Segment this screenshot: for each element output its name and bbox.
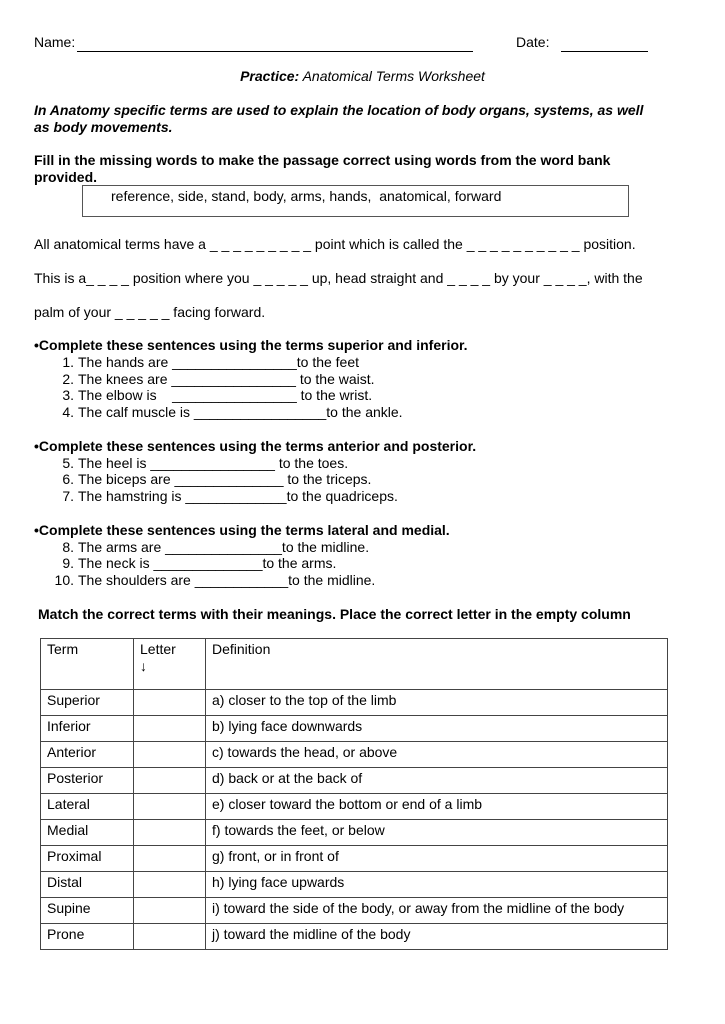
term-cell: Superior xyxy=(41,690,134,716)
letter-cell[interactable] xyxy=(134,872,206,898)
definition-cell: b) lying face downwards xyxy=(206,716,668,742)
list-item[interactable]: 10. The shoulders are ____________to the midline. xyxy=(54,572,376,588)
list-item[interactable]: 3. The elbow is ________________ to the wrist. xyxy=(62,387,373,403)
table-row xyxy=(41,820,668,846)
definition-cell: g) front, or in front of xyxy=(206,846,668,872)
word-bank-box xyxy=(82,185,629,217)
definition-cell: c) towards the head, or above xyxy=(206,742,668,768)
letter-header xyxy=(134,639,206,690)
letter-cell[interactable] xyxy=(134,742,206,768)
intro-line-2: as body movements. xyxy=(34,119,173,135)
letter-cell[interactable] xyxy=(134,768,206,794)
table-row xyxy=(41,768,668,794)
section-heading-lateral-medial: •Complete these sentences using the terms lateral and medial. xyxy=(34,522,450,538)
table-row xyxy=(41,924,668,950)
letter-cell[interactable] xyxy=(134,690,206,716)
definition-cell: i) toward the side of the body, or away from the midline of the body xyxy=(206,898,668,924)
list-item[interactable]: 5. The heel is ________________ to the toes. xyxy=(62,455,349,471)
table-row xyxy=(41,872,668,898)
list-item[interactable]: 4. The calf muscle is _________________to the ankle. xyxy=(62,404,403,420)
list-item[interactable]: 6. The biceps are ______________ to the triceps. xyxy=(62,471,372,487)
definition-cell: a) closer to the top of the limb xyxy=(206,690,668,716)
passage-line-3[interactable]: palm of your _ _ _ _ _ facing forward. xyxy=(34,304,266,320)
definition-header: Definition xyxy=(206,639,668,690)
term-header: Term xyxy=(41,639,134,690)
term-cell: Posterior xyxy=(41,768,134,794)
table-header-row xyxy=(41,639,668,690)
term-cell: Lateral xyxy=(41,794,134,820)
match-table xyxy=(40,638,668,950)
letter-cell[interactable] xyxy=(134,820,206,846)
date-label: Date: xyxy=(516,34,550,50)
list-item[interactable]: 2. The knees are ________________ to the waist. xyxy=(62,371,375,387)
word-bank-text: reference, side, stand, body, arms, hands, anatomical, forward xyxy=(111,188,502,204)
definition-cell: e) closer toward the bottom or end of a limb xyxy=(206,794,668,820)
passage-line-2[interactable]: This is a_ _ _ _ position where you _ _ _ _ _ up, head straight and _ _ _ _ by your _ _ _ _, with the xyxy=(34,270,643,286)
table-row xyxy=(41,742,668,768)
definition-cell: f) towards the feet, or below xyxy=(206,820,668,846)
term-cell: Prone xyxy=(41,924,134,950)
match-instruction: Match the correct terms with their meanings. Place the correct letter in the empty column xyxy=(38,606,631,622)
list-item[interactable]: 9. The neck is ______________to the arms. xyxy=(62,555,337,571)
table-row xyxy=(41,794,668,820)
intro-line-1: In Anatomy specific terms are used to explain the location of body organs, systems, as well xyxy=(34,102,644,118)
term-cell: Proximal xyxy=(41,846,134,872)
term-cell: Distal xyxy=(41,872,134,898)
section-heading-anterior-posterior: •Complete these sentences using the terms anterior and posterior. xyxy=(34,438,477,454)
page-title xyxy=(0,68,725,84)
letter-cell[interactable] xyxy=(134,898,206,924)
fill-instruction-line-1: Fill in the missing words to make the passage correct using words from the word bank xyxy=(34,152,611,168)
date-field[interactable] xyxy=(561,51,648,52)
definition-cell: h) lying face upwards xyxy=(206,872,668,898)
passage-line-1[interactable]: All anatomical terms have a _ _ _ _ _ _ _ _ _ point which is called the _ _ _ _ _ _ _ _ _ _ position. xyxy=(34,236,636,252)
name-field[interactable] xyxy=(77,51,473,52)
definition-cell: d) back or at the back of xyxy=(206,768,668,794)
title-bold: Practice: xyxy=(240,68,300,84)
term-cell: Anterior xyxy=(41,742,134,768)
fill-instruction-line-2: provided. xyxy=(34,169,98,185)
name-label: Name: xyxy=(34,34,76,50)
title-italic: Anatomical Terms Worksheet xyxy=(299,68,485,84)
letter-cell[interactable] xyxy=(134,846,206,872)
section-heading-superior-inferior: •Complete these sentences using the terms superior and inferior. xyxy=(34,337,468,353)
definition-cell: j) toward the midline of the body xyxy=(206,924,668,950)
list-item[interactable]: 1. The hands are ________________to the feet xyxy=(62,354,360,370)
list-item[interactable]: 7. The hamstring is _____________to the quadriceps. xyxy=(62,488,398,504)
down-arrow-icon: ↓ xyxy=(140,658,147,674)
letter-cell[interactable] xyxy=(134,716,206,742)
letter-cell[interactable] xyxy=(134,794,206,820)
letter-cell[interactable] xyxy=(134,924,206,950)
letter-header-label: Letter xyxy=(140,641,176,657)
list-item[interactable]: 8. The arms are _______________to the midline. xyxy=(62,539,370,555)
table-row xyxy=(41,898,668,924)
term-cell: Supine xyxy=(41,898,134,924)
term-cell: Inferior xyxy=(41,716,134,742)
term-cell: Medial xyxy=(41,820,134,846)
table-row xyxy=(41,716,668,742)
table-row xyxy=(41,690,668,716)
table-row xyxy=(41,846,668,872)
